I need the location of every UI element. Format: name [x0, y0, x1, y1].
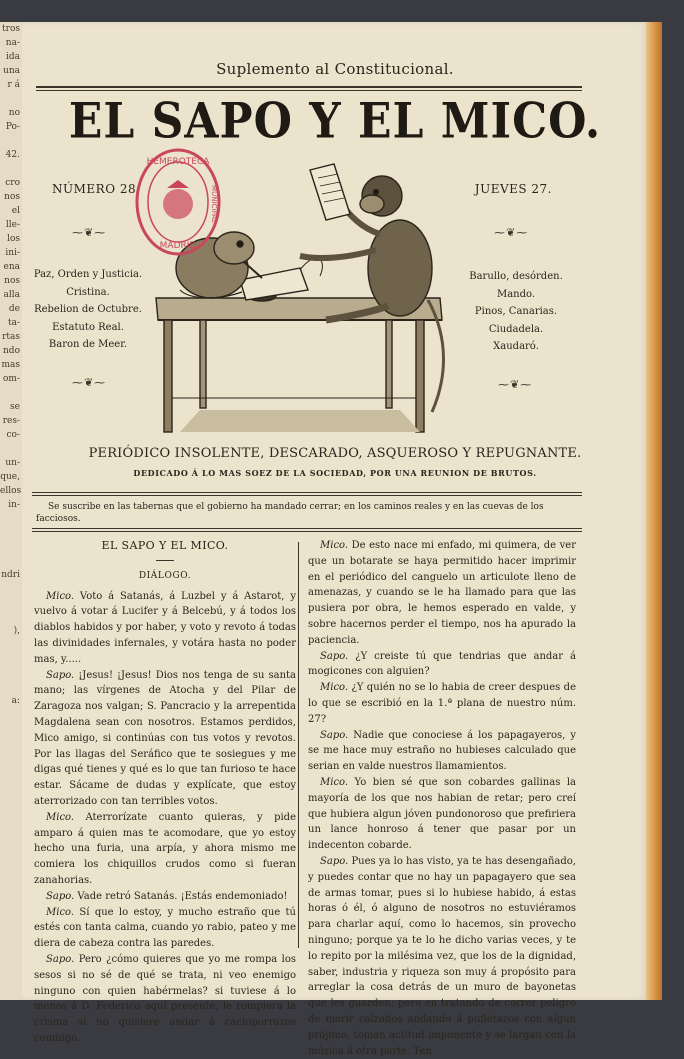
motto-right	[462, 268, 570, 356]
prev-page-fragment: alla	[3, 290, 20, 300]
dialogue-text: Sí que lo estoy, y mucho estraño que tú estés con tanta calma, cuando yo rabio, pateo y me diera de cabeza contra las paredes.	[34, 906, 296, 950]
prev-page-fragment: una	[3, 66, 20, 76]
prev-page-fragment: que,	[0, 472, 20, 482]
prev-page-fragment	[0, 582, 22, 596]
article-column-left	[34, 538, 296, 1047]
prev-page-fragment: r á	[7, 80, 20, 90]
article-subheading: DIÁLOGO.	[138, 570, 192, 581]
dialogue-text: Yo bien sé que son cobardes gallinas la mayoría de los que nos habian de retar; pero creí que hubiera algun jóven pundonoroso que prefiriera un lance honroso á tener que pasar por un indecenton cobarde.	[308, 776, 576, 852]
prev-page-fragment	[0, 834, 22, 848]
motto-left-line: Baron de Meer.	[48, 339, 128, 350]
speaker: Sapo.	[46, 953, 75, 965]
article-heading: EL SAPO Y EL MICO.	[101, 539, 229, 552]
speaker: Mico.	[46, 590, 75, 602]
prev-page-fragment	[0, 540, 22, 554]
dialogue-paragraph	[34, 905, 296, 952]
prev-page-fragment	[0, 876, 22, 890]
prev-page-fragment: ena	[3, 262, 20, 272]
stamp-text-bottom: MADRID	[159, 241, 197, 251]
motto-left-line: Paz, Orden y Justicia.	[33, 269, 143, 280]
speaker: Mico.	[320, 682, 349, 694]
dialogue-text: Pero ¿cómo quieres que yo me rompa los sesos si no sé de qué se trata, ni veo enemigo ninguno con quien habérmelas? si tuviese á lo menos á D. Federico aquí presente, le rompiera la crisma si no quisiere andar á cachiporrazos conmigo.	[34, 953, 296, 1044]
speaker: Sapo.	[320, 855, 349, 867]
prev-page-fragment: mas	[1, 360, 20, 370]
dedication: DEDICADO Á LO MAS SOEZ DE LA SOCIEDAD, POR UNA REUNION DE BRUTOS.	[133, 468, 537, 478]
prev-page-fragment: a:	[11, 696, 20, 706]
ornament-left-bottom: ⁓❦⁓	[72, 376, 107, 389]
dialogue-paragraph	[308, 649, 576, 681]
prev-page-fragment	[0, 680, 22, 694]
ornament-left-top: ⁓❦⁓	[72, 226, 107, 239]
prev-page-fragment	[0, 848, 22, 862]
ornament-right-bottom: ⁓❦⁓	[498, 378, 533, 391]
prev-page-fragment: el	[11, 206, 20, 216]
stamp-text-top: HEMEROTECA	[146, 157, 210, 167]
prev-page-fragment	[0, 862, 22, 876]
speaker: Sapo.	[320, 650, 349, 662]
prev-page-fragment	[0, 652, 22, 666]
prev-page-fragment	[0, 610, 22, 624]
dialogue-text: Pues ya lo has visto, ya te has desengañado, y puedes contar que no hay un papagayero que sea de armas tomar, pues si lo hubiese habido, á estas horas ó él, ó alguno de nosotros no estuviéramos para charlar aquí, como lo hacemos, sin provecho ninguno; porque ya te lo he dicho varias veces, y te lo repito por la milésima vez, que los de la dignidad, saber, industria y riqueza son muy á propósito para arreglar la cosa detrás de un muro de bayonetas que les guarden; pero en tratando de correr peligro de morir calzados andando á puñetazos con algun prójimo, toman actitud imponente y se largan con la música á otra parte. Ten	[308, 855, 576, 1057]
prev-page-fragment: lle-	[5, 220, 20, 230]
prev-page-fragment: rtas	[2, 332, 20, 342]
heading-rule	[156, 560, 174, 561]
dialogue-paragraph	[34, 889, 296, 905]
dialogue-paragraph	[308, 854, 576, 1059]
prev-page-fragment: co-	[6, 430, 20, 440]
speaker: Sapo.	[46, 669, 75, 681]
prev-page-fragment: se	[10, 402, 20, 412]
prev-page-fragment	[0, 386, 22, 400]
newspaper-page	[22, 22, 648, 1057]
motto-right-line: Mando.	[496, 288, 536, 300]
dialogue-paragraph	[34, 952, 296, 1047]
dialogue-text: De esto nace mi enfado, mi quimera, de ver que un botarate se haya permitido hacer imprimir en el periódico del canguelo un articulote lleno de amenazas, y cuando se le ha llamado para que las pusiera por obra, le hemos esperado en valde, y sobre hacernos perder el tiempo, nos ha apurado la paciencia.	[308, 540, 576, 646]
prev-page-fragment: cro	[5, 178, 20, 188]
dialogue-text: Nadie que conociese á los papagayeros, y se me hace muy estraño no hubieses calculado que serian en valde nuestros llamamientos.	[308, 729, 576, 773]
prev-page-fragment: ta-	[7, 318, 20, 328]
prev-page-fragment	[0, 134, 22, 148]
prev-page-fragment: de	[8, 304, 20, 314]
dialogue-paragraph	[308, 680, 576, 727]
prev-page-fragment: res-	[2, 416, 20, 426]
prev-page-fragment: ndri	[1, 570, 20, 580]
prev-page-fragment: los	[7, 234, 20, 244]
prev-page-fragment	[0, 512, 22, 526]
motto-right-line: Xaudaró.	[493, 341, 539, 352]
prev-page-fragment	[0, 792, 22, 806]
prev-page-fragment	[0, 806, 22, 820]
stamp-text-right: MUNICIPAL	[210, 185, 218, 223]
speaker: Mico.	[320, 540, 349, 551]
prev-page-fragment: ),	[13, 626, 20, 636]
issue-day: JUEVES 27.	[474, 182, 552, 196]
prev-page-fragment	[0, 778, 22, 792]
dialogue-text: Aterrorízate cuanto quieras, y pide amparo á quien mas te acomodare, que yo estoy hecho una furia, una arpía, y ahora mismo me comiera los chiquillos crudos como si fueran zanahorias.	[34, 811, 296, 886]
prev-page-fragment	[0, 666, 22, 680]
dialogue-text: Voto á Satanás, á Luzbel y á Astarot, y vuelvo á votar á Lucifer y á Belcebú, y á todos los diablos habidos y por haber, y voto y revoto á todas las divinidades infernales, y votára hasta no poder mas, y.....	[34, 590, 296, 665]
ornament-right-top: ⁓❦⁓	[494, 226, 529, 239]
prev-page-fragment: no	[8, 108, 20, 118]
prev-page-fragment	[0, 764, 22, 778]
top-rule	[36, 86, 582, 88]
prev-page-fragment: nos	[4, 192, 20, 202]
prev-page-fragment: ellos	[0, 486, 22, 496]
prev-page-fragment	[0, 526, 22, 540]
prev-page-fragment	[0, 722, 22, 736]
motto-left-line: Rebelion de Octubre.	[34, 304, 142, 315]
speaker: Sapo.	[320, 729, 349, 741]
prev-page-fragment: Po-	[5, 122, 20, 132]
prev-page-fragment	[0, 442, 22, 456]
motto-right-line: Barullo, desórden.	[469, 271, 563, 282]
dialogue-text: Vade retró Satanás. ¡Estás endemoniado!	[74, 890, 288, 902]
prev-page-fragment: in-	[8, 500, 20, 510]
motto-right-line: Ciudadela.	[488, 323, 544, 335]
prev-page-fragment: na-	[5, 38, 20, 48]
motto-left-line: Cristina.	[66, 286, 110, 298]
prev-page-fragment: un-	[5, 458, 20, 468]
subscription-rule-bottom	[32, 528, 582, 529]
dialogue-paragraph	[34, 810, 296, 889]
subscription-rule-top-2	[32, 495, 582, 496]
prev-page-fragment	[0, 162, 22, 176]
speaker: Mico.	[320, 776, 349, 788]
motto-left	[32, 266, 144, 354]
prev-page-fragment	[0, 638, 22, 652]
prev-page-fragment: ini-	[5, 248, 20, 258]
dialogue-text: ¡Jesus! ¡Jesus! Dios nos tenga de su santa mano; las vírgenes de Atocha y del Pilar de Zaragoza nos valgan; S. Pancracio y la arrepentida Magdalena sean con nosotros. Estamos perdidos, Mico amigo, si continúas con tus votos y revotos. Por las llagas del Seráfico que te sosiegues y me digas qué tienes y qué es lo que tan furioso te hace estar. Sácame de dudas y explícate, que estoy aterrorizado con tan terribles votos.	[34, 669, 296, 807]
tagline: PERIÓDICO INSOLENTE, DESCARADO, ASQUEROSO Y REPUGNANTE.	[88, 446, 582, 461]
subscription-rule-top	[32, 492, 582, 493]
dialogue-paragraph	[34, 589, 296, 668]
column-divider	[298, 542, 299, 948]
article-column-right	[308, 538, 576, 1059]
prev-page-fragment	[0, 596, 22, 610]
prev-page-fragment	[0, 820, 22, 834]
dialogue-paragraph	[308, 728, 576, 775]
speaker: Mico.	[46, 906, 75, 918]
issue-number: NÚMERO 28.	[52, 182, 141, 196]
subscription-notice: Se suscribe en las tabernas que el gobierno ha mandado cerrar; en los caminos reales y en las cuevas de los facciosos.	[36, 502, 544, 524]
previous-page-edge	[0, 22, 23, 1000]
prev-page-fragment: om-	[3, 374, 20, 384]
dialogue-paragraph	[308, 538, 576, 649]
prev-page-fragment: 42.	[5, 150, 20, 160]
top-rule-thin	[36, 90, 582, 91]
page-edge	[646, 22, 662, 1000]
prev-page-fragment: tros	[2, 24, 20, 34]
prev-page-fragment	[0, 736, 22, 750]
prev-page-fragment	[0, 750, 22, 764]
prev-page-fragment	[0, 708, 22, 722]
prev-page-fragment: ndo	[3, 346, 20, 356]
motto-left-line: Estatuto Real.	[52, 321, 124, 333]
speaker: Mico.	[46, 811, 75, 823]
dialogue-paragraph	[308, 775, 576, 854]
dialogue-text: ¿Y quién no se lo habia de creer despues de lo que se escribió en la 1.ª plana de nuestro núm. 27?	[308, 682, 576, 725]
speaker: Sapo.	[46, 890, 75, 902]
prev-page-fragment	[0, 92, 22, 106]
prev-page-fragment: ida	[5, 52, 20, 62]
dialogue-text: ¿Y creiste tú que tendrias que andar á mogicones con alguien?	[308, 650, 576, 678]
dialogue-paragraph	[34, 668, 296, 810]
prev-page-fragment: nos	[4, 276, 20, 286]
masthead-title: EL SAPO Y EL MICO.	[68, 93, 602, 150]
prev-page-fragment	[0, 554, 22, 568]
library-stamp	[134, 146, 222, 258]
supplement-line: Suplemento al Constitucional.	[216, 60, 454, 78]
subscription-rule-bottom-2	[32, 531, 582, 532]
motto-right-line: Pinos, Canarias.	[474, 306, 558, 317]
